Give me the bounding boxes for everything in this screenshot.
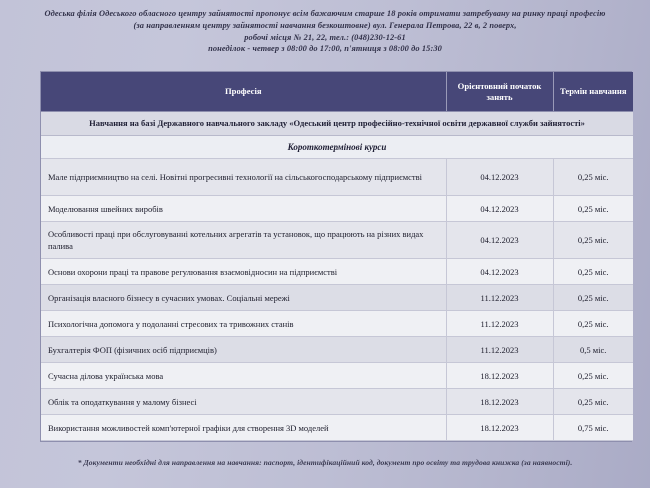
cell-start-date: 04.12.2023 [446,159,553,196]
table-row [41,159,633,196]
table-row [41,311,633,337]
cell-profession: Організація власного бізнесу в сучасних умовах. Соціальні мережі [41,285,446,311]
section-band-institution [41,112,633,135]
cell-start-date: 04.12.2023 [446,222,553,259]
cell-profession: Особливості праці при обслуговуванні котельних агрегатів та установок, що працюють на різних видах палива [41,222,446,259]
header-line-hours: понеділок - четвер з 08:00 до 17:00, п'ятниця з 08:00 до 15:30 [208,44,442,54]
cell-start-date: 04.12.2023 [446,196,553,222]
cell-profession: Використання можливостей комп'ютерної графіки для створення 3D моделей [41,415,446,441]
section-band-course-type-label: Короткотермінові курси [41,135,633,159]
cell-profession: Облік та оподаткування у малому бізнесі [41,389,446,415]
cell-start-date: 11.12.2023 [446,285,553,311]
column-header-start-date: Орієнтовний початок занять [446,72,553,112]
cell-duration: 0,25 міс. [553,311,633,337]
announcement-header [0,0,650,54]
table-row [41,415,633,441]
cell-duration: 0,5 міс. [553,337,633,363]
cell-start-date: 04.12.2023 [446,259,553,285]
cell-profession: Основи охорони праці та правове регулювання взаємовідносин на підприємстві [41,259,446,285]
schedule-table [41,72,633,441]
table-body [41,112,633,159]
table-row [41,337,633,363]
cell-duration: 0,25 міс. [553,363,633,389]
column-header-duration: Термін навчання [553,72,633,112]
cell-start-date: 18.12.2023 [446,389,553,415]
section-band-course-type [41,135,633,159]
table-row [41,285,633,311]
cell-profession: Мале підприємництво на селі. Новітні прогресивні технології на сільськогосподарському підприємстві [41,159,446,196]
cell-start-date: 11.12.2023 [446,337,553,363]
cell-duration: 0,25 міс. [553,159,633,196]
table-row [41,259,633,285]
cell-duration: 0,25 міс. [553,389,633,415]
table-row [41,389,633,415]
cell-start-date: 18.12.2023 [446,363,553,389]
table-row [41,222,633,259]
table-header-row [41,72,633,112]
cell-profession: Моделювання швейних виробів [41,196,446,222]
table-rows-body [41,159,633,441]
cell-duration: 0,75 міс. [553,415,633,441]
table-row [41,363,633,389]
header-line-intro: Одеська філія Одеського обласного центру зайнятості пропонує всім бажаючим старше 18 років отримати затребувану на ринку праці професію [44,9,606,18]
table-row [41,196,633,222]
cell-start-date: 11.12.2023 [446,311,553,337]
cell-profession: Сучасна ділова українська мова [41,363,446,389]
header-line-address: (за направленням центру зайнятості навчання безкоштовне) вул. Генерала Петрова, 22 в, 2 поверх, [133,20,517,30]
cell-duration: 0,25 міс. [553,222,633,259]
table-head [41,72,633,112]
cell-profession: Психологічна допомога у подоланні стресових та тривожних станів [41,311,446,337]
section-band-institution-label: Навчання на базі Державного навчального закладу «Одеський центр професійно-технічної освіти державної служби зайнятості» [41,112,633,135]
cell-duration: 0,25 міс. [553,259,633,285]
cell-duration: 0,25 міс. [553,196,633,222]
cell-duration: 0,25 міс. [553,285,633,311]
header-line-contact: робочі місця № 21, 22, тел.: (048)230-12-61 [244,32,406,42]
column-header-profession: Професія [41,72,446,112]
schedule-table-container [40,71,632,442]
cell-start-date: 18.12.2023 [446,415,553,441]
cell-profession: Бухгалтерія ФОП (фізичних осіб підприємців) [41,337,446,363]
footnote-documents: * Документи необхідні для направлення на навчання: паспорт, ідентифікаційний код, документ про освіту та трудова книжка (за наявності). [77,458,573,468]
